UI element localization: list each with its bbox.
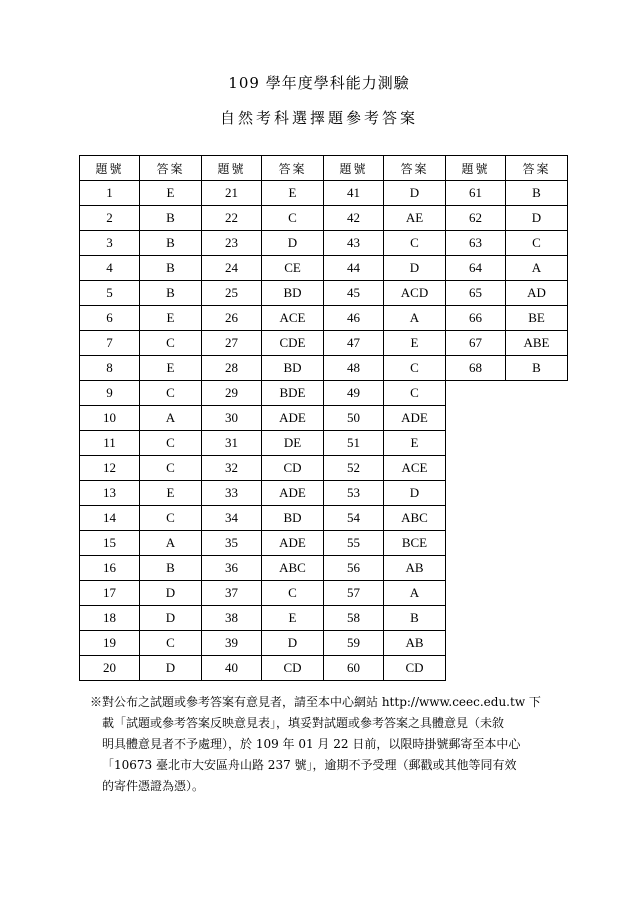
answer-cell: AE [384, 206, 446, 231]
table-row [80, 206, 568, 231]
question-number-cell: 38 [202, 606, 262, 631]
question-number-cell: 1 [80, 181, 140, 206]
page-title: 109 學年度學科能力測驗 [228, 74, 410, 92]
answer-cell: CD [384, 656, 446, 681]
answer-cell: DE [262, 431, 324, 456]
header-question-number: 題號 [202, 156, 262, 181]
answer-cell: D [262, 631, 324, 656]
answer-cell: C [140, 331, 202, 356]
answer-cell: B [140, 206, 202, 231]
question-number-cell: 29 [202, 381, 262, 406]
answer-cell: ACE [262, 306, 324, 331]
table-row [80, 456, 568, 481]
empty-cell [506, 631, 568, 656]
empty-cell [446, 606, 506, 631]
notice-line: 明具體意見者不予處理），於 109 年 01 月 22 日前，以限時掛號郵寄至本中心 [102, 737, 521, 751]
answer-cell: C [384, 231, 446, 256]
question-number-cell: 12 [80, 456, 140, 481]
empty-cell [506, 656, 568, 681]
answer-cell: C [140, 506, 202, 531]
empty-cell [506, 581, 568, 606]
answer-cell: BD [262, 281, 324, 306]
empty-cell [506, 481, 568, 506]
question-number-cell: 5 [80, 281, 140, 306]
question-number-cell: 16 [80, 556, 140, 581]
question-number-cell: 18 [80, 606, 140, 631]
question-number-cell: 56 [324, 556, 384, 581]
question-number-cell: 68 [446, 356, 506, 381]
empty-cell [506, 506, 568, 531]
question-number-cell: 9 [80, 381, 140, 406]
empty-cell [506, 381, 568, 406]
answer-cell: D [262, 231, 324, 256]
question-number-cell: 67 [446, 331, 506, 356]
answer-cell: D [140, 581, 202, 606]
question-number-cell: 17 [80, 581, 140, 606]
answer-cell: ABC [262, 556, 324, 581]
answer-cell: AB [384, 631, 446, 656]
table-row [80, 431, 568, 456]
question-number-cell: 8 [80, 356, 140, 381]
answer-cell: B [140, 256, 202, 281]
notice-line: 「10673 臺北市大安區舟山路 237 號」，逾期不予受理（郵戳或其他等同有效 [102, 758, 517, 772]
table-row [80, 631, 568, 656]
answer-cell: CD [262, 656, 324, 681]
table-row [80, 606, 568, 631]
empty-cell [446, 581, 506, 606]
table-row [80, 231, 568, 256]
table-row [80, 256, 568, 281]
header-answer: 答案 [384, 156, 446, 181]
answer-cell: BE [506, 306, 568, 331]
answer-cell: CE [262, 256, 324, 281]
empty-cell [446, 506, 506, 531]
question-number-cell: 41 [324, 181, 384, 206]
question-number-cell: 52 [324, 456, 384, 481]
empty-cell [506, 606, 568, 631]
question-number-cell: 44 [324, 256, 384, 281]
answer-table [79, 155, 568, 681]
empty-cell [506, 556, 568, 581]
question-number-cell: 33 [202, 481, 262, 506]
header-answer: 答案 [262, 156, 324, 181]
question-number-cell: 36 [202, 556, 262, 581]
header-answer: 答案 [506, 156, 568, 181]
question-number-cell: 21 [202, 181, 262, 206]
question-number-cell: 51 [324, 431, 384, 456]
answer-cell: CDE [262, 331, 324, 356]
question-number-cell: 23 [202, 231, 262, 256]
answer-cell: C [140, 381, 202, 406]
table-row [80, 581, 568, 606]
answer-cell: E [140, 306, 202, 331]
question-number-cell: 7 [80, 331, 140, 356]
answer-cell: D [140, 606, 202, 631]
question-number-cell: 57 [324, 581, 384, 606]
question-number-cell: 19 [80, 631, 140, 656]
question-number-cell: 59 [324, 631, 384, 656]
answer-cell: B [140, 281, 202, 306]
table-row [80, 331, 568, 356]
notice-line: ※對公布之試題或參考答案有意見者，請至本中心網站 http://www.ceec.edu.tw 下 [90, 695, 541, 709]
question-number-cell: 24 [202, 256, 262, 281]
header-question-number: 題號 [80, 156, 140, 181]
question-number-cell: 27 [202, 331, 262, 356]
notice-paragraph [90, 692, 550, 797]
answer-cell: D [384, 481, 446, 506]
empty-cell [446, 481, 506, 506]
answer-cell: E [262, 606, 324, 631]
notice-line: 的寄件憑證為憑）。 [102, 779, 205, 793]
header-answer: 答案 [140, 156, 202, 181]
answer-cell: B [140, 556, 202, 581]
answer-cell: BDE [262, 381, 324, 406]
question-number-cell: 25 [202, 281, 262, 306]
table-header-row [80, 156, 568, 181]
question-number-cell: 66 [446, 306, 506, 331]
answer-cell: D [384, 181, 446, 206]
question-number-cell: 11 [80, 431, 140, 456]
table-row [80, 406, 568, 431]
question-number-cell: 54 [324, 506, 384, 531]
question-number-cell: 13 [80, 481, 140, 506]
empty-cell [446, 456, 506, 481]
answer-cell: A [506, 256, 568, 281]
answer-table-body [80, 156, 568, 681]
question-number-cell: 43 [324, 231, 384, 256]
table-row [80, 481, 568, 506]
question-number-cell: 22 [202, 206, 262, 231]
answer-cell: E [384, 431, 446, 456]
question-number-cell: 4 [80, 256, 140, 281]
question-number-cell: 53 [324, 481, 384, 506]
question-number-cell: 32 [202, 456, 262, 481]
table-row [80, 306, 568, 331]
answer-cell: A [384, 581, 446, 606]
table-row [80, 506, 568, 531]
header-question-number: 題號 [324, 156, 384, 181]
question-number-cell: 35 [202, 531, 262, 556]
answer-cell: C [262, 581, 324, 606]
question-number-cell: 2 [80, 206, 140, 231]
table-row [80, 281, 568, 306]
table-row [80, 556, 568, 581]
answer-cell: C [384, 356, 446, 381]
answer-cell: ADE [262, 406, 324, 431]
table-row [80, 356, 568, 381]
empty-cell [446, 656, 506, 681]
answer-cell: ACD [384, 281, 446, 306]
answer-cell: A [384, 306, 446, 331]
answer-cell: CD [262, 456, 324, 481]
empty-cell [446, 381, 506, 406]
answer-cell: E [140, 481, 202, 506]
table-row [80, 531, 568, 556]
answer-cell: D [506, 206, 568, 231]
answer-cell: C [140, 431, 202, 456]
answer-cell: B [140, 231, 202, 256]
question-number-cell: 28 [202, 356, 262, 381]
header-question-number: 題號 [446, 156, 506, 181]
page-subtitle: 自然考科選擇題參考答案 [219, 109, 418, 127]
answer-cell: BD [262, 356, 324, 381]
question-number-cell: 45 [324, 281, 384, 306]
answer-cell: B [384, 606, 446, 631]
question-number-cell: 14 [80, 506, 140, 531]
answer-cell: C [262, 206, 324, 231]
question-number-cell: 60 [324, 656, 384, 681]
question-number-cell: 55 [324, 531, 384, 556]
answer-cell: ADE [262, 481, 324, 506]
question-number-cell: 10 [80, 406, 140, 431]
answer-cell: ABE [506, 331, 568, 356]
answer-cell: AB [384, 556, 446, 581]
answer-cell: AD [506, 281, 568, 306]
question-number-cell: 64 [446, 256, 506, 281]
answer-cell: E [384, 331, 446, 356]
answer-cell: ACE [384, 456, 446, 481]
question-number-cell: 37 [202, 581, 262, 606]
question-number-cell: 31 [202, 431, 262, 456]
answer-cell: E [140, 181, 202, 206]
table-row [80, 181, 568, 206]
table-row [80, 656, 568, 681]
answer-cell: B [506, 356, 568, 381]
answer-cell: ABC [384, 506, 446, 531]
question-number-cell: 47 [324, 331, 384, 356]
table-row [80, 381, 568, 406]
question-number-cell: 39 [202, 631, 262, 656]
question-number-cell: 58 [324, 606, 384, 631]
question-number-cell: 42 [324, 206, 384, 231]
empty-cell [446, 531, 506, 556]
question-number-cell: 6 [80, 306, 140, 331]
answer-cell: ADE [384, 406, 446, 431]
question-number-cell: 26 [202, 306, 262, 331]
question-number-cell: 49 [324, 381, 384, 406]
question-number-cell: 50 [324, 406, 384, 431]
empty-cell [506, 456, 568, 481]
answer-cell: BCE [384, 531, 446, 556]
answer-cell: E [262, 181, 324, 206]
answer-cell: C [140, 631, 202, 656]
question-number-cell: 20 [80, 656, 140, 681]
notice-line: 載「試題或參考答案反映意見表」，填妥對試題或參考答案之具體意見（未敘 [102, 716, 505, 730]
answer-cell: E [140, 356, 202, 381]
question-number-cell: 30 [202, 406, 262, 431]
empty-cell [446, 556, 506, 581]
answer-cell: BD [262, 506, 324, 531]
empty-cell [506, 431, 568, 456]
answer-cell: C [384, 381, 446, 406]
answer-cell: D [384, 256, 446, 281]
question-number-cell: 34 [202, 506, 262, 531]
question-number-cell: 61 [446, 181, 506, 206]
answer-cell: ADE [262, 531, 324, 556]
question-number-cell: 3 [80, 231, 140, 256]
empty-cell [506, 531, 568, 556]
answer-cell: C [506, 231, 568, 256]
empty-cell [446, 431, 506, 456]
question-number-cell: 48 [324, 356, 384, 381]
answer-cell: C [140, 456, 202, 481]
answer-cell: D [140, 656, 202, 681]
question-number-cell: 65 [446, 281, 506, 306]
question-number-cell: 15 [80, 531, 140, 556]
empty-cell [446, 406, 506, 431]
answer-cell: B [506, 181, 568, 206]
empty-cell [446, 631, 506, 656]
question-number-cell: 63 [446, 231, 506, 256]
answer-cell: A [140, 406, 202, 431]
empty-cell [506, 406, 568, 431]
question-number-cell: 62 [446, 206, 506, 231]
question-number-cell: 46 [324, 306, 384, 331]
question-number-cell: 40 [202, 656, 262, 681]
answer-cell: A [140, 531, 202, 556]
